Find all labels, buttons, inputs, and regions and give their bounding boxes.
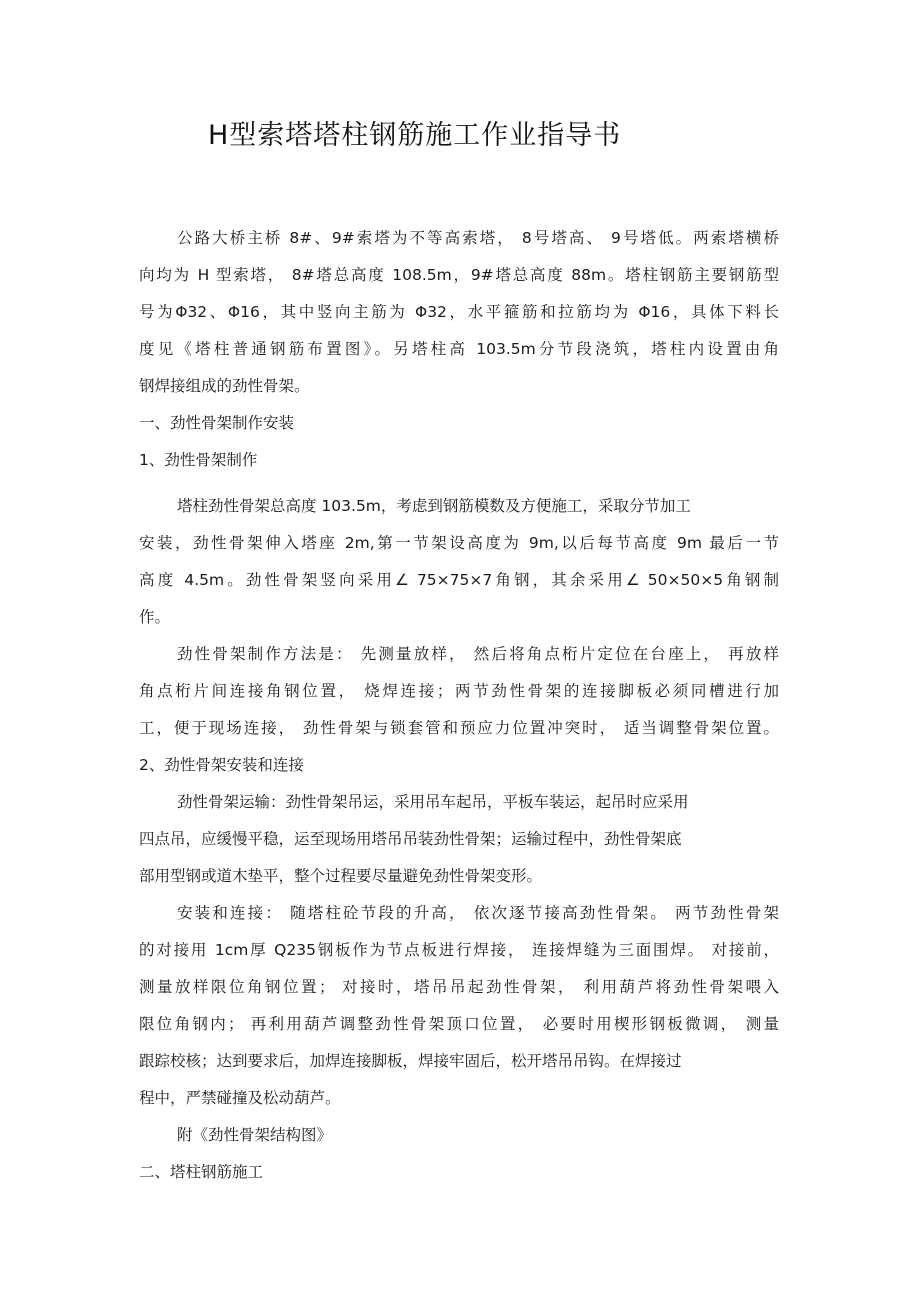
subsection-heading: 2、劲性骨架安装和连接 — [139, 756, 304, 774]
paragraph-line: 高度 4.5m。劲性骨架竖向采用∠ 75×75×7角钢，其余采用∠ 50×50×5角钢制 — [139, 571, 779, 589]
paragraph-line: 限位角钢内； 再利用葫芦调整劲性骨架顶口位置， 必要时用楔形钢板微调， 测量 — [139, 1015, 779, 1033]
figure-reference: 附《劲性骨架结构图》 — [177, 1126, 333, 1144]
section-heading: 二、塔柱钢筋施工 — [139, 1163, 264, 1181]
paragraph-line: 角点桁片间连接角钢位置， 烧焊连接；两节劲性骨架的连接脚板必须同槽进行加 — [139, 682, 779, 700]
paragraph-line: 四点吊，应缓慢平稳，运至现场用塔吊吊装劲性骨架；运输过程中，劲性骨架底 — [139, 830, 682, 848]
subsection-heading: 1、劲性骨架制作 — [139, 451, 258, 469]
paragraph-line: 作。 — [139, 608, 171, 626]
section-heading: 一、劲性骨架制作安装 — [139, 414, 295, 432]
paragraph-line: 向均为 H 型索塔， 8#塔总高度 108.5m，9#塔总高度 88m。塔柱钢筋主要钢筋型 — [139, 266, 779, 284]
paragraph-line: 安装和连接： 随塔柱砼节段的升高， 依次逐节接高劲性骨架。 两节劲性骨架 — [177, 904, 779, 922]
paragraph-line: 公路大桥主桥 8#、9#索塔为不等高索塔， 8号塔高、 9号塔低。两索塔横桥 — [177, 229, 779, 247]
paragraph-line: 劲性骨架制作方法是： 先测量放样， 然后将角点桁片定位在台座上， 再放样 — [177, 645, 779, 663]
paragraph-line: 劲性骨架运输：劲性骨架吊运，采用吊车起吊，平板车装运，起吊时应采用 — [177, 793, 689, 811]
paragraph-line: 程中，严禁碰撞及松动葫芦。 — [139, 1089, 341, 1107]
paragraph-line: 部用型钢或道木垫平，整个过程要尽量避免劲性骨架变形。 — [139, 867, 543, 885]
paragraph-line: 跟踪校核；达到要求后，加焊连接脚板，焊接牢固后，松开塔吊吊钩。在焊接过 — [139, 1052, 682, 1070]
document-body — [139, 220, 784, 1191]
paragraph-line: 工，便于现场连接， 劲性骨架与锁套管和预应力位置冲突时， 适当调整骨架位置。 — [139, 719, 779, 737]
paragraph-line: 测量放样限位角钢位置； 对接时，塔吊吊起劲性骨架， 利用葫芦将劲性骨架喂入 — [139, 978, 779, 996]
paragraph-line: 度见《塔柱普通钢筋布置图》。另塔柱高 103.5m分节段浇筑，塔柱内设置由角 — [139, 340, 779, 358]
paragraph-line: 号为Φ32、Φ16，其中竖向主筋为 Φ32，水平箍筋和拉筋均为 Φ16，具体下料长 — [139, 303, 779, 321]
document-title: H型索塔塔柱钢筋施工作业指导书 — [208, 120, 622, 151]
paragraph-line: 塔柱劲性骨架总高度 103.5m，考虑到钢筋模数及方便施工，采取分节加工 — [177, 497, 691, 515]
paragraph-line: 的对接用 1cm厚 Q235钢板作为节点板进行焊接， 连接焊缝为三面围焊。 对接前， — [139, 941, 779, 959]
paragraph-line: 安装，劲性骨架伸入塔座 2m,第一节架设高度为 9m,以后每节高度 9m 最后一节 — [139, 534, 779, 552]
paragraph-line: 钢焊接组成的劲性骨架。 — [139, 377, 310, 395]
